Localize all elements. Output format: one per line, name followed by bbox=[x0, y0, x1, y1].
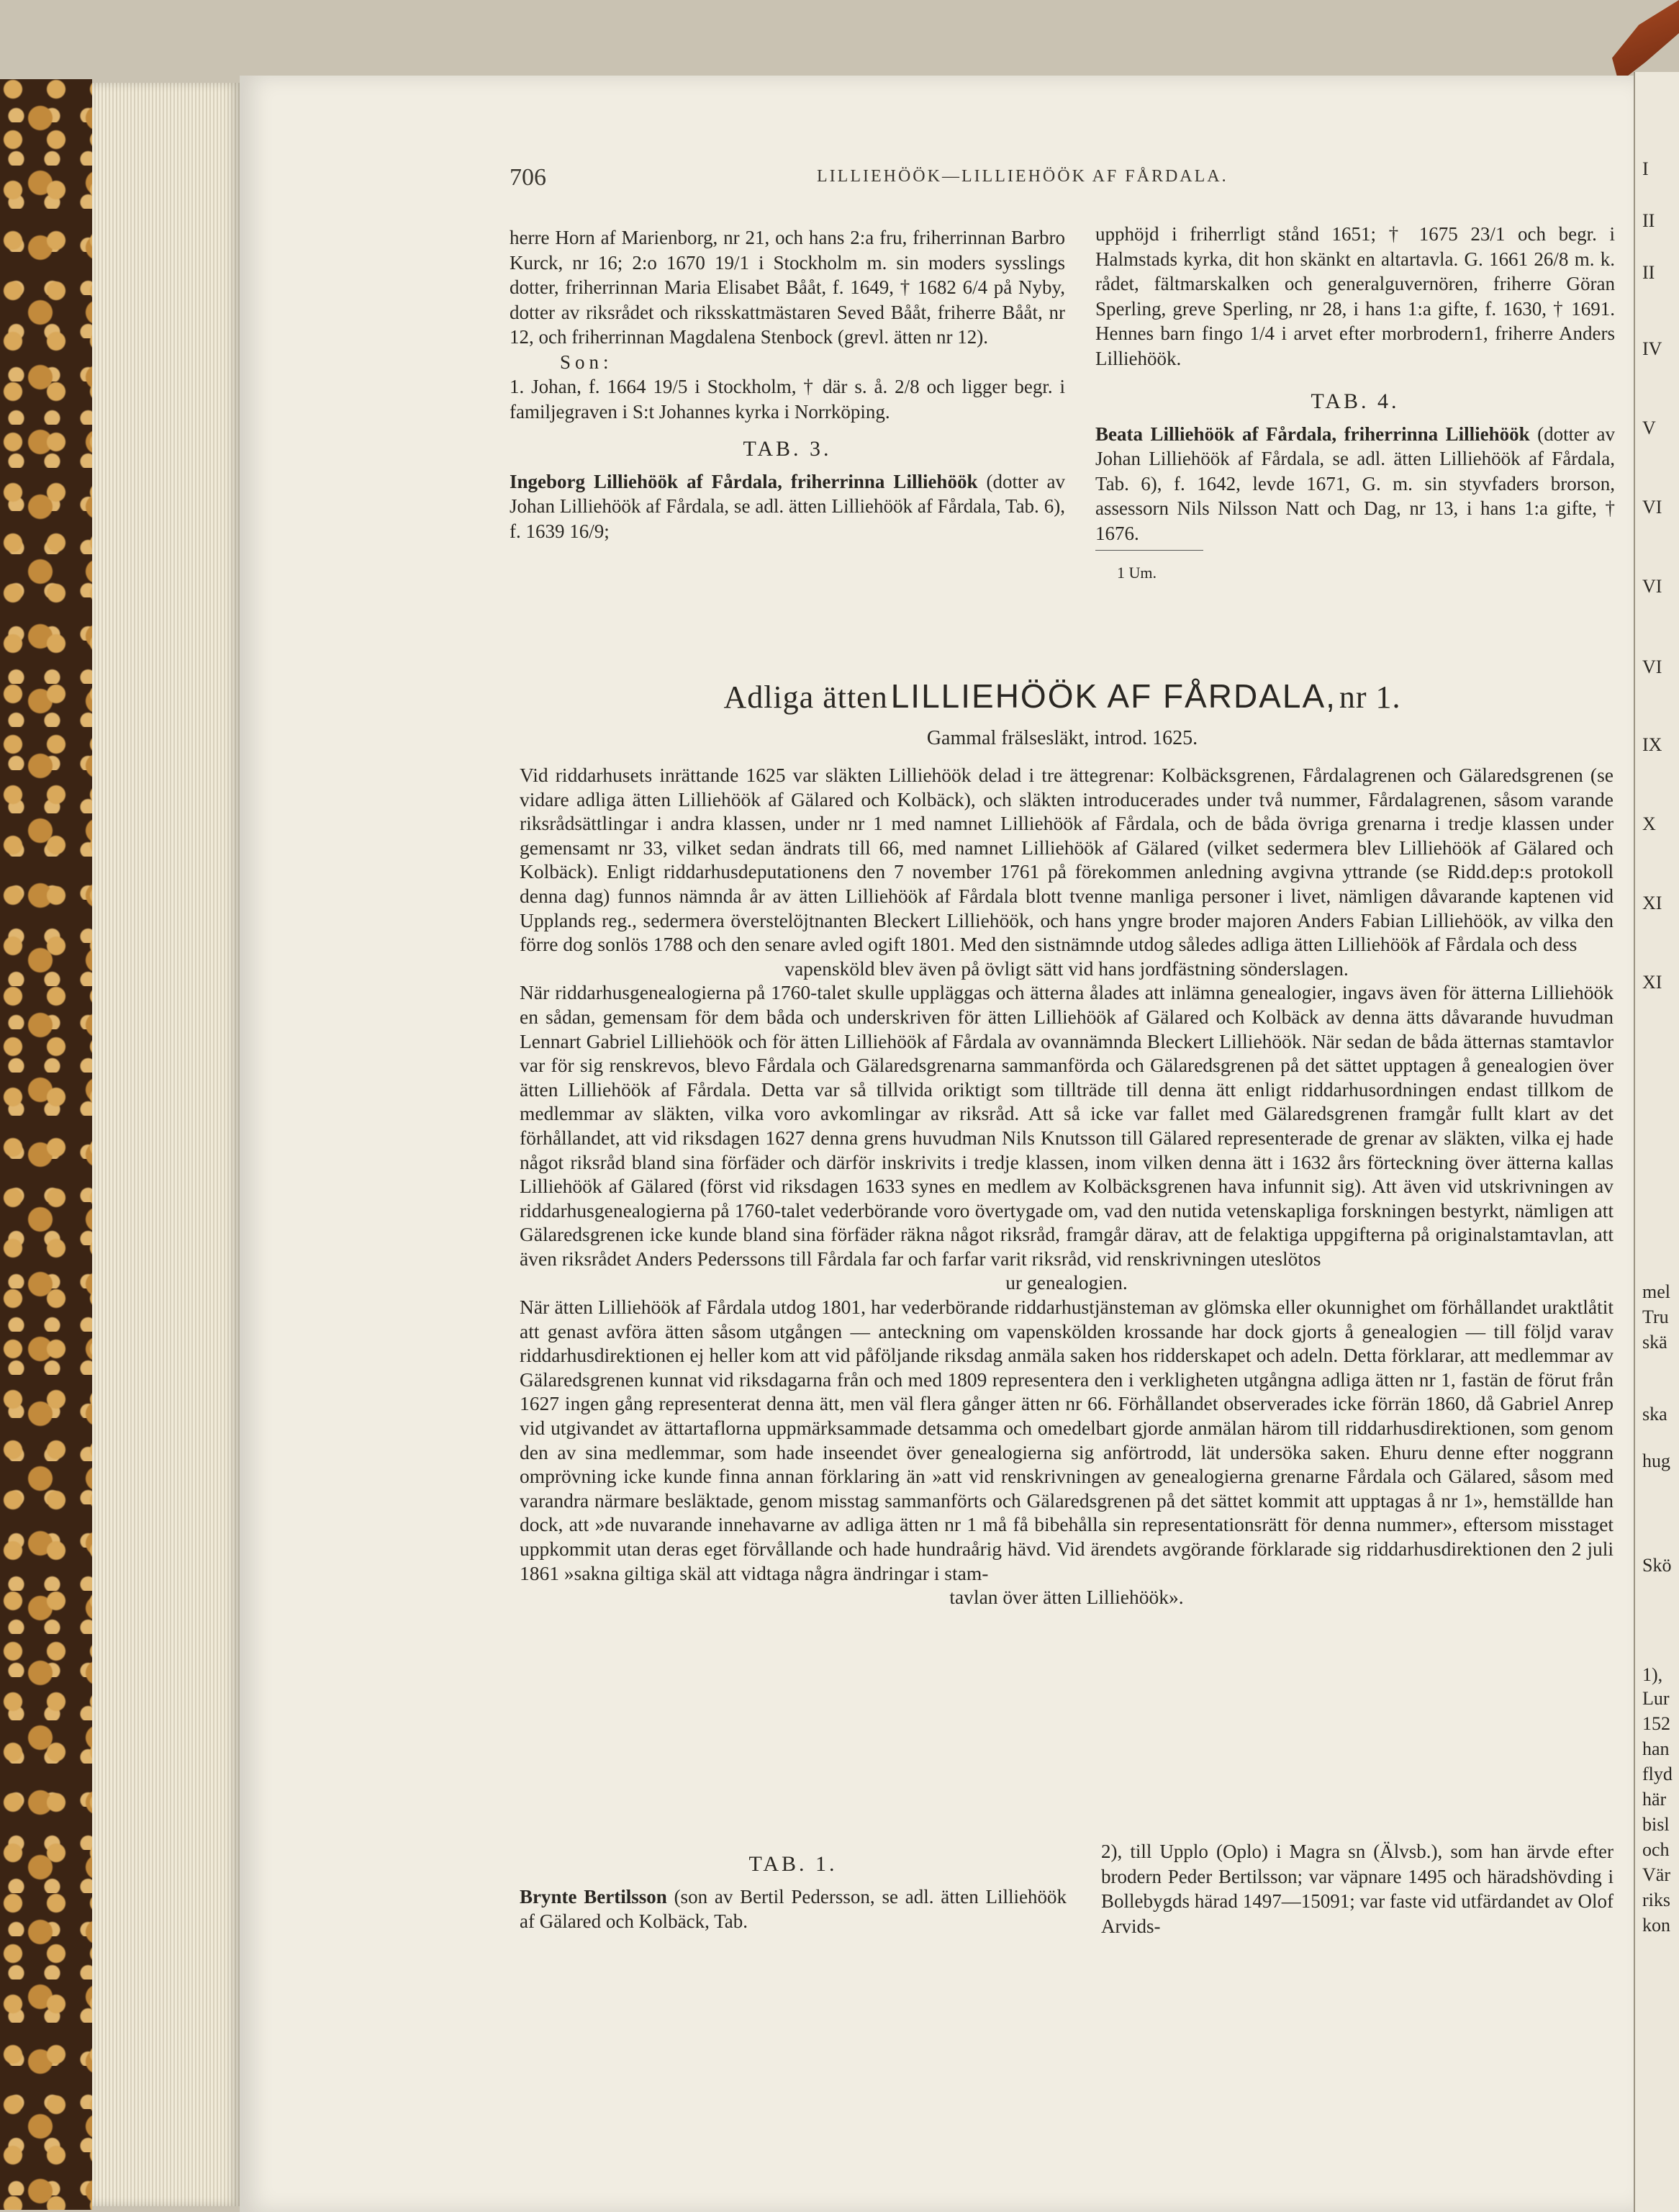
next-page-fragment: VI bbox=[1642, 656, 1662, 677]
bookmark-ribbon bbox=[1612, 0, 1679, 83]
tab4-entry bbox=[1095, 422, 1615, 546]
next-page-fragment: 152 bbox=[1642, 1713, 1670, 1734]
right-paragraph: upphöjd i friherrligt stånd 1651; † 1675 23/1 och begr. i Halmstads kyrka, dit hon skänkt en altartavla. G. 1661 26/8 m. k. rådet, fältmarskalken och generalguvernören, friherre Göran Sperling, greve Sperling, nr 28, i hans 1:a gifte, f. 1630, † 1691. Hennes barn fingo 1/4 i arvet efter morbrodern1, friherre Anders Lilliehöök. bbox=[1095, 223, 1615, 369]
next-page-fragment: VI bbox=[1642, 576, 1662, 597]
marbled-binding bbox=[0, 79, 92, 2210]
next-page-fragment: kon bbox=[1642, 1915, 1670, 1936]
tab1-name: Brynte Bertilsson bbox=[520, 1885, 667, 1908]
next-page-fragment: hug bbox=[1642, 1450, 1670, 1471]
tab3-entry bbox=[510, 469, 1065, 544]
next-page-fragment: XI bbox=[1642, 893, 1662, 913]
next-page-fragment: och bbox=[1642, 1839, 1670, 1860]
tab3-text: (dotter av Johan Lilliehöök af Fårdala, se adl. ätten Lilliehöök af Fårdala, Tab. 6), f. 1639 16/9; bbox=[510, 470, 1065, 542]
next-page-fragment: Tru bbox=[1642, 1306, 1669, 1327]
tab4-name: Beata Lilliehöök af Fårdala, friherrinna Lilliehöök bbox=[1095, 423, 1530, 445]
tab4-text: (dotter av Johan Lilliehöök af Fårdala, se adl. ätten Lilliehöök af Fårdala, Tab. 6), f. 1642, levde 1671, G. m. sin styvfaders brorson, assessorn Nils Nilsson Natt och Dag, nr 13, i hans 1:a gifte, † 1676. bbox=[1095, 423, 1615, 544]
next-page-fragment: ska bbox=[1642, 1404, 1667, 1425]
tab3-name: Ingeborg Lilliehöök af Fårdala, friherrinna Lilliehöök bbox=[510, 470, 978, 492]
next-page-fragment: II bbox=[1642, 262, 1655, 283]
tab1-entry bbox=[520, 1884, 1067, 1934]
next-page-fragment: VI bbox=[1642, 497, 1662, 518]
page-edges bbox=[92, 83, 240, 2206]
next-page-fragment: II bbox=[1642, 210, 1655, 231]
next-page-fragment: Skö bbox=[1642, 1555, 1672, 1576]
section-subtitle: Gammal frälsesläkt, introd. 1625. bbox=[926, 727, 1198, 749]
section-title bbox=[510, 677, 1615, 715]
right-column bbox=[1095, 222, 1615, 586]
right-bottom-column bbox=[1101, 1839, 1614, 1938]
next-page-fragment: han bbox=[1642, 1738, 1670, 1759]
next-page-fragment: IX bbox=[1642, 734, 1662, 755]
footnote-rule bbox=[1095, 550, 1203, 551]
left-bottom-column bbox=[520, 1839, 1067, 1934]
next-page-fragment: V bbox=[1642, 417, 1656, 438]
tab4-heading: TAB. 4. bbox=[1311, 389, 1400, 413]
left-paragraph: herre Horn af Marienborg, nr 21, och hans 2:a fru, friherrinnan Barbro Kurck, nr 16; 2:o 1670 19/1 i Stockholm m. sin moders sysslings dotter, friherrinnan Maria Elisabet Bååt, f. 1649, † 1682 6/4 på Nyby, dotter av riksrådet och riksskattmästaren Seved Bååt, friherre Bååt, nr 12, och friherrinnan Magdalena Stenbock (grevl. ätten nr 12). bbox=[510, 227, 1065, 348]
next-page-fragment: skä bbox=[1642, 1332, 1667, 1353]
next-page-fragment: Lur bbox=[1642, 1688, 1670, 1709]
body-paragraph-1: Vid riddarhusets inrättande 1625 var släkten Lilliehöök delad i tre ättegrenar: Kolbäcksgrenen, Fårdalagrenen och Gälaredsgrenen (se vidare adliga ätten Lilliehöök af Gälared och Kolbäck), och släkten introducerades under två nummer, Fårdalagrenen, såsom varande riksrådsättlingar i andra klassen, under nr 1 med namnet Lilliehöök af Fårdala, och de båda övriga grenarna i tredje klassen under gemensamt nr 33, vilket sedan ändrats till 66, med namnet Lilliehöök af Gälared (vilket sedermera blev Lilliehöök af Gälared och Kolbäck). Enligt riddarhusdeputationens den 7 november 1761 på förekommen anledning avgivna yttrande (se Ridd.dep:s protokoll denna dag) funnos nämnda år av ätten Lilliehöök af Fårdala blott tvenne manliga personer i livet, nämligen dåvarande kaptenen vid Upplands reg., sedermera överstelöjtnanten Bleckert Lilliehöök, och hans yngre broder majoren Anders Fabian Lilliehöök, av vilka den förre dog sonlös 1788 och den senare avled ogift 1801. Med den sistnämnde utdog således adliga ätten Lilliehöök af Fårdala och dess bbox=[520, 764, 1614, 956]
footnote: 1 Um. bbox=[1117, 564, 1157, 582]
son-entry: 1. Johan, f. 1664 19/5 i Stockholm, † där s. å. 2/8 och ligger begr. i familjegraven i S:t Johannes kyrka i Norrköping. bbox=[510, 376, 1065, 423]
son-label: Son: bbox=[560, 351, 613, 373]
body-text bbox=[520, 763, 1614, 1610]
section-title-number: nr 1. bbox=[1339, 680, 1401, 715]
section-title-name: LILLIEHÖÖK AF FÅRDALA, bbox=[890, 677, 1336, 715]
next-page-fragment: mel bbox=[1642, 1281, 1670, 1302]
next-page-fragment: IV bbox=[1642, 338, 1662, 359]
left-column bbox=[510, 225, 1065, 543]
next-page-fragment: I bbox=[1642, 158, 1649, 179]
next-page-fragment: här bbox=[1642, 1789, 1667, 1810]
next-page-fragment: X bbox=[1642, 813, 1656, 834]
next-page-fragment: riks bbox=[1642, 1890, 1670, 1910]
section-title-prefix: Adliga ätten bbox=[723, 680, 888, 715]
tab1-heading: TAB. 1. bbox=[748, 1852, 838, 1876]
body-paragraph-2-last: ur genealogien. bbox=[1005, 1271, 1128, 1294]
next-page-fragment: flyd bbox=[1642, 1764, 1673, 1784]
page-number: 706 bbox=[510, 164, 546, 191]
running-head: LILLIEHÖÖK—LILLIEHÖÖK AF FÅRDALA. bbox=[817, 167, 1228, 186]
body-paragraph-1-last: vapensköld blev även på övligt sätt vid hans jordfästning sönderslagen. bbox=[784, 957, 1349, 980]
right-bottom-text: 2), till Upplo (Oplo) i Magra sn (Älvsb.), som han ärvde efter brodern Peder Bertilsson; var väpnare 1495 och häradshövding i Bollebygds härad 1497—15091; var faste vid utfärdandet av Olof Arvids- bbox=[1101, 1841, 1614, 1937]
tab3-heading: TAB. 3. bbox=[743, 437, 832, 461]
body-paragraph-3-last: tavlan över ätten Lilliehöök». bbox=[949, 1586, 1184, 1609]
next-page-fragment: bisl bbox=[1642, 1814, 1670, 1835]
body-paragraph-2: När riddarhusgenealogierna på 1760-talet skulle uppläggas och ätterna ålades att inlämna genealogier, ingavs även för ätterna Lilliehöök en sådan, gemensam för dem båda och underskriven för ätten Lilliehöök af Gälared och Kolbäck av denna ätts dåvarande huvudman Lennart Gabriel Lilliehöök och för ätten Lilliehöök af Fårdala av ovannämnda Bleckert Lilliehöök. När sedan de båda ätternas stamtavlor var för sig renskrevos, blevo Fårdala och Gälaredsgrenarna sammanförda och Gälaredsgrenen på det sättet upptagen å genealogien över ätten Lilliehöök af Fårdala. Detta var så tillvida oriktigt som tillträde till denna ätt enligt riddarhusordningen endast tillkom de medlemmar av släkten, vilka voro avkomlingar av riksråd. Att så icke var fallet med Gälaredsgrenen framgår fullt klart av det förhållandet, att vid riksdagen 1627 denna grens huvudman Nils Knutsson till Gälared representerade de grenar av släkten, vilka ej hade något riksråd bland sina förfäder och därför inskrivits i tredje klassen, inom vilken denna ätt i 1632 års förteckning över ätterna kallas Lilliehöök af Gälared (först vid riksdagen 1633 synes en medlem av Kolbäcksgrenen hava infunnit sig). Att även vid utskrivningen av riddarhusgenealogierna på 1760-talet vederbörande voro övertygade om, vad den nutida vetenskapliga forskningen bestyrkt, nämligen att Gälaredsgrenen icke kunde bland sina förfäder räkna något riksråd, framgår därav, att de felaktiga uppgifterna på originalstamtavlan, att även riksrådet Anders Pederssons till Fårdala far och farfar varit riksråd, vid renskrivningen uteslötos bbox=[520, 981, 1614, 1270]
tab1-text: (son av Bertil Pedersson, se adl. ätten Lilliehöök af Gälared och Kolbäck, Tab. bbox=[520, 1885, 1067, 1932]
body-paragraph-3: När ätten Lilliehöök af Fårdala utdog 1801, har vederbörande riddarhustjänsteman av glömska eller okunnighet om förhållandet uraktlåtit att genast avföra ätten såsom utgången — anteckning om vapenskölden krossande har dock gjorts å genealogien — till följd varav riddarhusdirektionen ej heller kom att vid påföljande riksdag anmäla saken hos ridderskapet och adeln. Detta förklarar, att medlemmar av Gälaredsgrenen kunnat vid riksdagarna från och med 1809 representera den i verkligheten utgångna adliga ätten nr 1, fastän de förut från 1627 ingen gång representerat denna ätt, men väl flera gånger ätten nr 66. Förhållandet observerades icke förrän 1860, då Gabriel Anrep vid utgivandet av ättartaflorna uppmärksammade detsamma och omedelbart gjorde anmälan härom till riddarhusdirektionen, som genom den av sina medlemmar, som hade inseendet över genealogierna sig anförtrodd, lät undersöka saken. Ehuru denne efter noggrann omprövning icke kunde finna annan förklaring än »att vid renskrivningen av genealogierna grenarne Fårdala och Gälared, såsom med varandra närmare besläktade, genom misstag sammanförts och Gälaredsgrenen på det sättet kommit att upptagas å nr 1», hemställde han dock, att »de nuvarande innehavarne av adliga ätten nr 1 må få bibehålla sin representationsrätt för denna nummer», eftersom misstaget uppkommit utan deras eget förvållande och hade hundraårig hävd. Vid ärendets avgörande förklarade sig riddarhusdirektionen den 2 juli 1861 »sakna giltiga skäl att vidtaga några ändringar i stam- bbox=[520, 1296, 1614, 1584]
next-page-fragment: 1), bbox=[1642, 1664, 1663, 1685]
next-page-fragment: XI bbox=[1642, 972, 1662, 993]
next-page-edge bbox=[1634, 72, 1679, 2212]
next-page-fragment: Vär bbox=[1642, 1864, 1670, 1885]
